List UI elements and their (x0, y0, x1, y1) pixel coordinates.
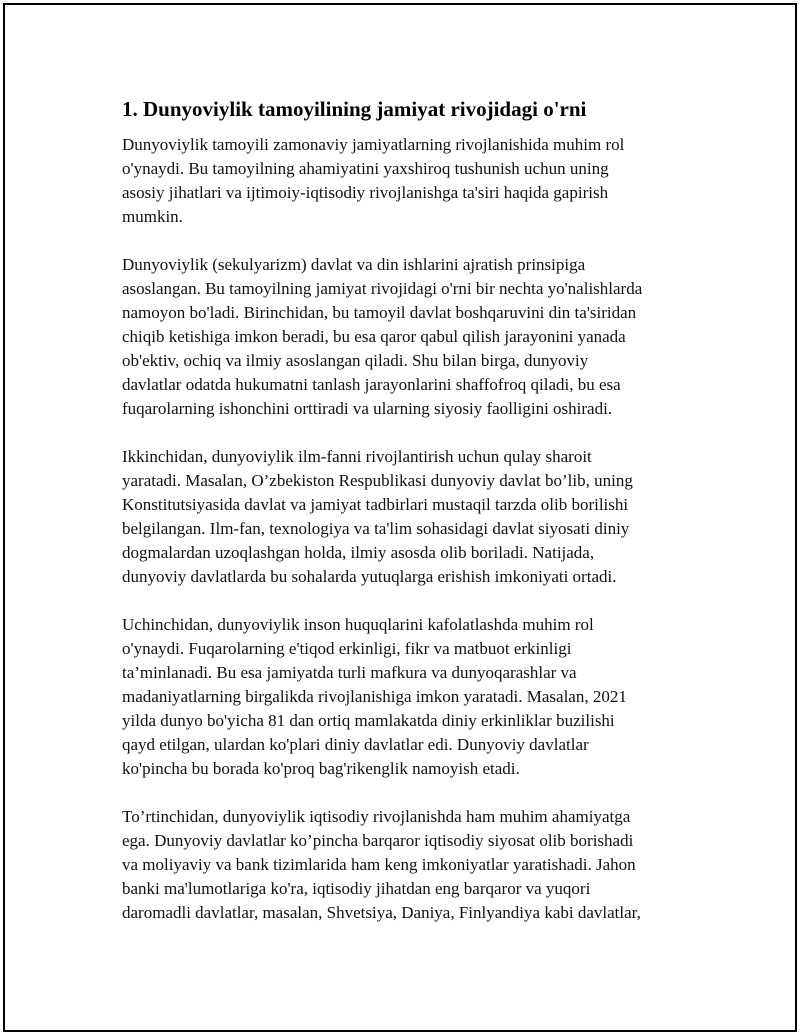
text-line: ta’minlanadi. Bu esa jamiyatda turli mafkura va dunyoqarashlar va (122, 663, 577, 682)
document-body (122, 95, 692, 949)
paragraph-intro (122, 133, 692, 229)
text-line: ko'pincha bu borada ko'proq bag'rikenglik namoyish etadi. (122, 759, 520, 778)
text-line: mumkin. (122, 207, 183, 226)
paragraph-second (122, 445, 692, 589)
text-line: asosiy jihatlari va ijtimoiy-iqtisodiy rivojlanishga ta'siri haqida gapirish (122, 183, 609, 202)
paragraph-secularism (122, 253, 692, 421)
text-line: asoslangan. Bu tamoyilning jamiyat rivojidagi o'rni bir nechta yo'nalishlarda (122, 279, 643, 298)
text-line: yaratadi. Masalan, O’zbekiston Respublikasi dunyoviy davlat bo’lib, uning (122, 471, 633, 490)
text-line: o'ynaydi. Bu tamoyilning ahamiyatini yaxshiroq tushunish uchun uning (122, 159, 609, 178)
text-line: namoyon bo'ladi. Birinchidan, bu tamoyil davlat boshqaruvini din ta'siridan (122, 303, 637, 322)
text-line: chiqib ketishiga imkon beradi, bu esa qaror qabul qilish jarayonini yanada (122, 327, 626, 346)
paragraph-third (122, 613, 692, 781)
text-line: dunyoviy davlatlarda bu sohalarda yutuqlarga erishish imkoniyati ortadi. (122, 567, 617, 586)
text-line: banki ma'lumotlariga ko'ra, iqtisodiy jihatdan eng barqaror va yuqori (122, 879, 591, 898)
text-line: Ikkinchidan, dunyoviylik ilm-fanni rivojlantirish uchun qulay sharoit (122, 447, 592, 466)
text-line: belgilangan. Ilm-fan, texnologiya va ta'lim sohasidagi davlat siyosati diniy (122, 519, 630, 538)
text-line: ob'ektiv, ochiq va ilmiy asoslangan qiladi. Shu bilan birga, dunyoviy (122, 351, 589, 370)
text-line: Uchinchidan, dunyoviylik inson huquqlarini kafolatlashda muhim rol (122, 615, 594, 634)
text-line: o'ynaydi. Fuqarolarning e'tiqod erkinligi, fikr va matbuot erkinligi (122, 639, 572, 658)
text-line: davlatlar odatda hukumatni tanlash jarayonlarini shaffofroq qiladi, bu esa (122, 375, 621, 394)
text-line: To’rtinchidan, dunyoviylik iqtisodiy rivojlanishda ham muhim ahamiyatga (122, 807, 631, 826)
text-line: fuqarolarning ishonchini orttiradi va ularning siyosiy faolligini oshiradi. (122, 399, 613, 418)
section-heading: 1. Dunyoviylik tamoyilining jamiyat rivojidagi o'rni (122, 97, 587, 121)
text-line: va moliyaviy va bank tizimlarida ham keng imkoniyatlar yaratishadi. Jahon (122, 855, 636, 874)
text-line: Dunyoviylik tamoyili zamonaviy jamiyatlarning rivojlanishida muhim rol (122, 135, 625, 154)
text-line: Konstitutsiyasida davlat va jamiyat tadbirlari mustaqil tarzda olib borilishi (122, 495, 629, 514)
text-line: dogmalardan uzoqlashgan holda, ilmiy asosda olib boriladi. Natijada, (122, 543, 595, 562)
paragraph-fourth (122, 805, 692, 925)
text-line: Dunyoviylik (sekulyarizm) davlat va din ishlarini ajratish prinsipiga (122, 255, 586, 274)
text-line: qayd etilgan, ulardan ko'plari diniy davlatlar edi. Dunyoviy davlatlar (122, 735, 589, 754)
text-line: daromadli davlatlar, masalan, Shvetsiya, Daniya, Finlyandiya kabi davlatlar, (122, 903, 641, 922)
page-frame (3, 3, 797, 1032)
text-line: madaniyatlarning birgalikda rivojlanishiga imkon yaratadi. Masalan, 2021 (122, 687, 627, 706)
text-line: ega. Dunyoviy davlatlar ko’pincha barqaror iqtisodiy siyosat olib borishadi (122, 831, 634, 850)
text-line: yilda dunyo bo'yicha 81 dan ortiq mamlakatda diniy erkinliklar buzilishi (122, 711, 615, 730)
